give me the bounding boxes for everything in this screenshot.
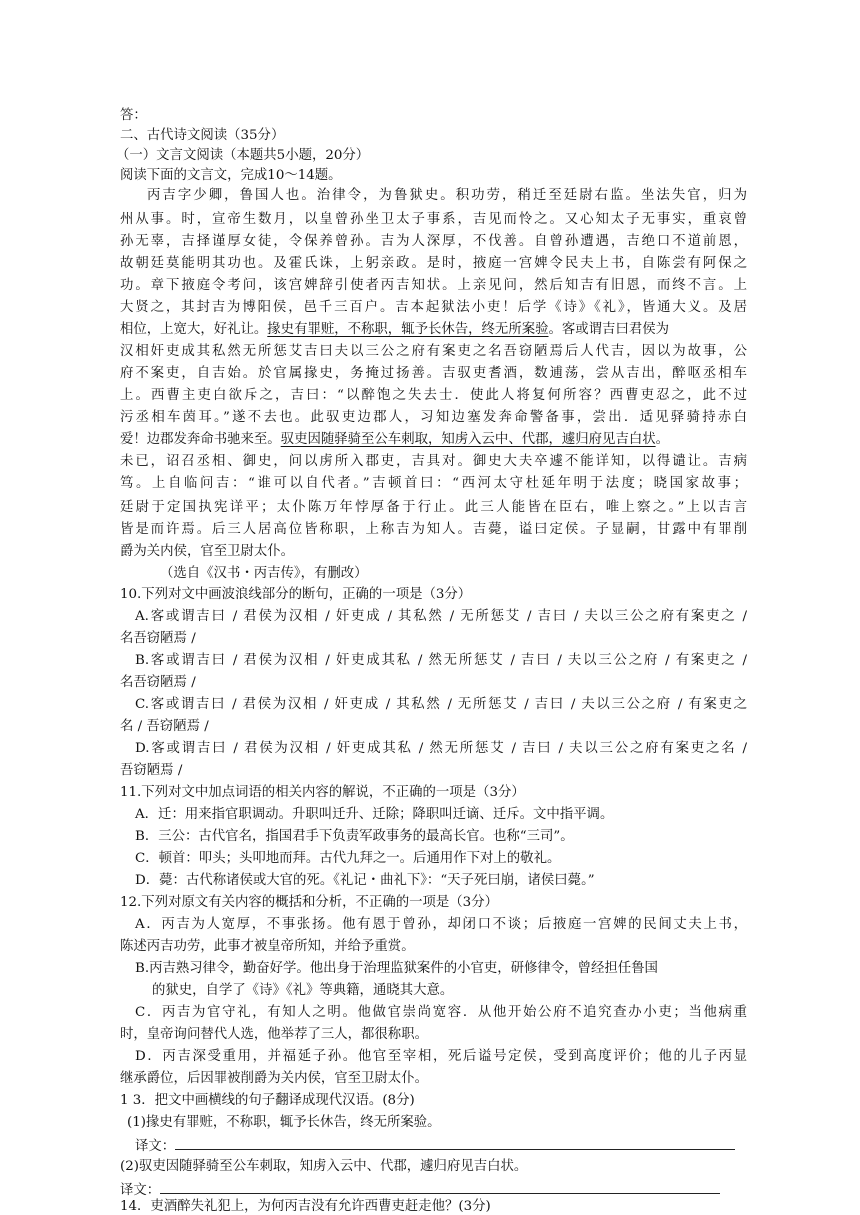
- instruction: 阅读下面的文言文，完成10～14题。: [120, 168, 342, 183]
- passage-line-7: [120, 320, 669, 340]
- q12-option-b: B.丙吉熟习律令，勤奋好学。他出身于治理监狱案件的小官吏，研修律令，曾经担任鲁国: [135, 961, 658, 976]
- q10-option-a-cont: 名吾窃陋焉 /: [120, 631, 196, 646]
- q10-option-d-cont: 吾窃陋焉 /: [120, 763, 183, 778]
- passage-line-17: 爵为关内侯，官至卫尉太仆。: [120, 544, 295, 559]
- q12-option-a: A．丙吉为人宽厚，不事张扬。他有恩于曾孙，却闭口不谈；后掖庭一宫婢的民间丈夫上书，: [135, 917, 747, 932]
- q11-stem: 11.下列对文中加点词语的相关内容的解说，不正确的一项是（3分）: [120, 785, 525, 800]
- passage-line-1: 丙吉字少卿，鲁国人也。治律令，为鲁狱史。积功劳，稍迁至廷尉右监。坐法失官，归为: [147, 188, 747, 203]
- q10-option-a: A.客或谓吉曰 / 君侯为汉相 / 奸吏成 / 其私然 / 无所惩艾 / 吉曰 / 夫以三公之府有案吏之 /: [135, 609, 747, 624]
- passage-line-11: 污丞相车茵耳。”遂不去也。此驭吏边郡人，习知边塞发奔命警备事，尝出．适见驿骑持赤白: [120, 410, 747, 425]
- subsection-title: （一）文言文阅读（本题共5小题，20分）: [116, 148, 370, 163]
- passage-text: 。客或谓吉曰君侯为: [548, 322, 670, 337]
- answer-line[interactable]: [160, 1179, 720, 1194]
- passage-line-9: 府不案吏，自吉始。於官属掾史，务掩过扬善。吉驭吏耆酒，数逋荡，尝从吉出，醉呕丞相车: [120, 366, 747, 381]
- q10-stem: 10.下列对文中画波浪线部分的断句，正确的一项是（3分）: [120, 587, 472, 602]
- q10-option-b: B.客或谓吉曰 / 君侯为汉相 / 奸吏成其私 / 然无所惩艾 / 吉曰 / 夫以三公之府 / 有案吏之 /: [135, 653, 747, 668]
- answer-label-top: 答：: [120, 108, 147, 123]
- passage-text: 。: [655, 432, 670, 447]
- translation-label: 译文：: [120, 1183, 161, 1198]
- q10-option-d: D.客或谓吉曰 / 君侯为汉相 / 奸吏成其私 / 然无所惩艾 / 吉曰 / 夫以三公之府有案吏之名 /: [135, 741, 747, 756]
- passage-line-4: 故朝廷莫能明其功也。及霍氏诛，上躬亲政。是时，掖庭一宫婢令民夫上书，自陈尝有阿保之: [120, 256, 747, 271]
- passage-line-6: 大贤之，其封吉为博阳侯，邑千三百户。吉本起狱法小吏！后学《诗》《礼》，皆通大义。及居: [120, 300, 747, 315]
- passage-line-5: 功。章下掖庭令考问，该宫婢辞引使者丙吉知状。上亲见问，然后知吉有旧恩，而终不言。上: [120, 278, 747, 293]
- passage-line-2: 州从事。时，宣帝生数月，以皇曾孙坐卫太子事系，吉见而怜之。又心知太子无事实，重哀曾: [120, 212, 747, 227]
- q13-sentence-2: (2)驭吏因随驿骑至公车刺取，知虏入云中、代郡，遽归府见吉白状。: [120, 1159, 528, 1174]
- q11-option-a: A．迁：用来指官职调动。升职叫迁升、迁除；降职叫迁谪、迁斥。文中指平调。: [135, 807, 614, 822]
- q10-option-b-cont: 名吾窃陋焉 /: [120, 675, 196, 690]
- passage-line-12: [120, 430, 669, 450]
- q12-option-c-cont: 时，皇帝询问替代人选，他举荐了三人，都很称职。: [120, 1027, 428, 1042]
- passage-line-8: 汉相奸吏成其私然无所惩艾吉曰夫以三公之府有案吏之名吾窃陋焉后人代吉，因以为故事，公: [120, 344, 747, 359]
- q12-option-d: D．丙吉深受重用，并福延子孙。他官至宰相，死后谥号定侯，受到高度评价；他的儿子丙显: [135, 1049, 747, 1064]
- q12-stem: 12.下列对原文有关内容的概括和分析，不正确的一项是（3分）: [120, 895, 498, 910]
- passage-line-13: 未已，诏召丞相、御史，问以虏所入郡吏，吉具对。御史大夫卒遽不能详知，以得谴让。吉病: [120, 454, 747, 469]
- q11-option-b: B．三公：古代官名，指国君手下负责军政事务的最高长官。也称“三司”。: [135, 829, 574, 844]
- passage-line-16: 皆是而许焉。后三人居高位皆称职，上称吉为知人。吉薨，谥曰定侯。子显嗣，甘露中有罪削: [120, 522, 747, 537]
- passage-text: 相位，上宽大，好礼让。: [120, 322, 268, 337]
- q12-option-d-cont: 继承爵位，后因罪被削爵为关内侯，官至卫尉太仆。: [120, 1071, 428, 1086]
- q12-option-a-cont: 陈述丙吉功劳，此事才被皇帝所知，并给予重赏。: [120, 939, 415, 954]
- underlined-sentence-2: 驭吏因随驿骑至公车刺取，知虏入云中、代郡，遽归府见吉白状: [280, 432, 656, 447]
- q13-stem: 1 3．把文中画横线的句子翻译成现代汉语。(8分): [120, 1093, 415, 1108]
- q10-option-c-cont: 名 / 吾窃陋焉 /: [120, 719, 209, 734]
- passage-line-10: 上。西曹主吏白欲斥之，吉曰：“以醉饱之失去士．使此人将复何所容？西曹吏忍之，此不过: [120, 388, 747, 403]
- q14-stem: 14．吏酒醉失礼犯上，为何丙吉没有允许西曹吏赶走他？(3分): [120, 1199, 491, 1214]
- q13-translation-2: [120, 1179, 720, 1199]
- passage-line-14: 笃。上自临问吉：“谁可以自代者。”吉顿首曰：“西河太守杜延年明于法度；晓国家故事；: [120, 476, 747, 491]
- q11-option-d: D．薨：古代称诸侯或大官的死。《礼记・曲礼下》：“天子死曰崩，诸侯曰薨。”: [135, 873, 595, 888]
- underlined-sentence-1: 掾史有罪赃，不称职，辄予长休告，终无所案验: [267, 322, 549, 337]
- q12-option-b-cont: 的狱史，自学了《诗》《礼》等典籍，通晓其大意。: [152, 983, 454, 998]
- passage-source: （选自《汉书・丙吉传》，有删改）: [160, 566, 368, 581]
- section-title: 二、古代诗文阅读（35分）: [120, 128, 285, 143]
- q12-option-c: C．丙吉为官守礼，有知人之明。他做官崇尚宽容．从他开始公府不追究查办小吏；当他病重: [135, 1005, 747, 1020]
- answer-line[interactable]: [175, 1135, 735, 1150]
- passage-line-3: 孙无辜，吉择谨厚女徒，令保养曾孙。吉为人深厚，不伐善。自曾孙遭遇，吉绝口不道前恩，: [120, 234, 747, 249]
- q11-option-c: C．顿首：叩头；头叩地而拜。古代九拜之一。后通用作下对上的敬礼。: [135, 851, 561, 866]
- passage-line-15: 廷尉于定国执宪详平；太仆陈万年悖厚备于行止。此三人能皆在臣右，唯上察之。”上以吉言: [120, 500, 747, 515]
- q13-sentence-1: (1)掾史有罪赃，不称职，辄予长休告，终无所案验。: [127, 1115, 441, 1130]
- passage-text: 爱！边郡发奔命书驰来至。: [120, 432, 281, 447]
- translation-label: 译文：: [135, 1139, 176, 1154]
- q13-translation-1: [135, 1135, 735, 1155]
- q10-option-c: C.客或谓吉曰 / 君侯为汉相 / 奸吏成 / 其私然 / 无所惩艾 / 吉曰 / 夫以三公之府 / 有案吏之: [135, 697, 747, 712]
